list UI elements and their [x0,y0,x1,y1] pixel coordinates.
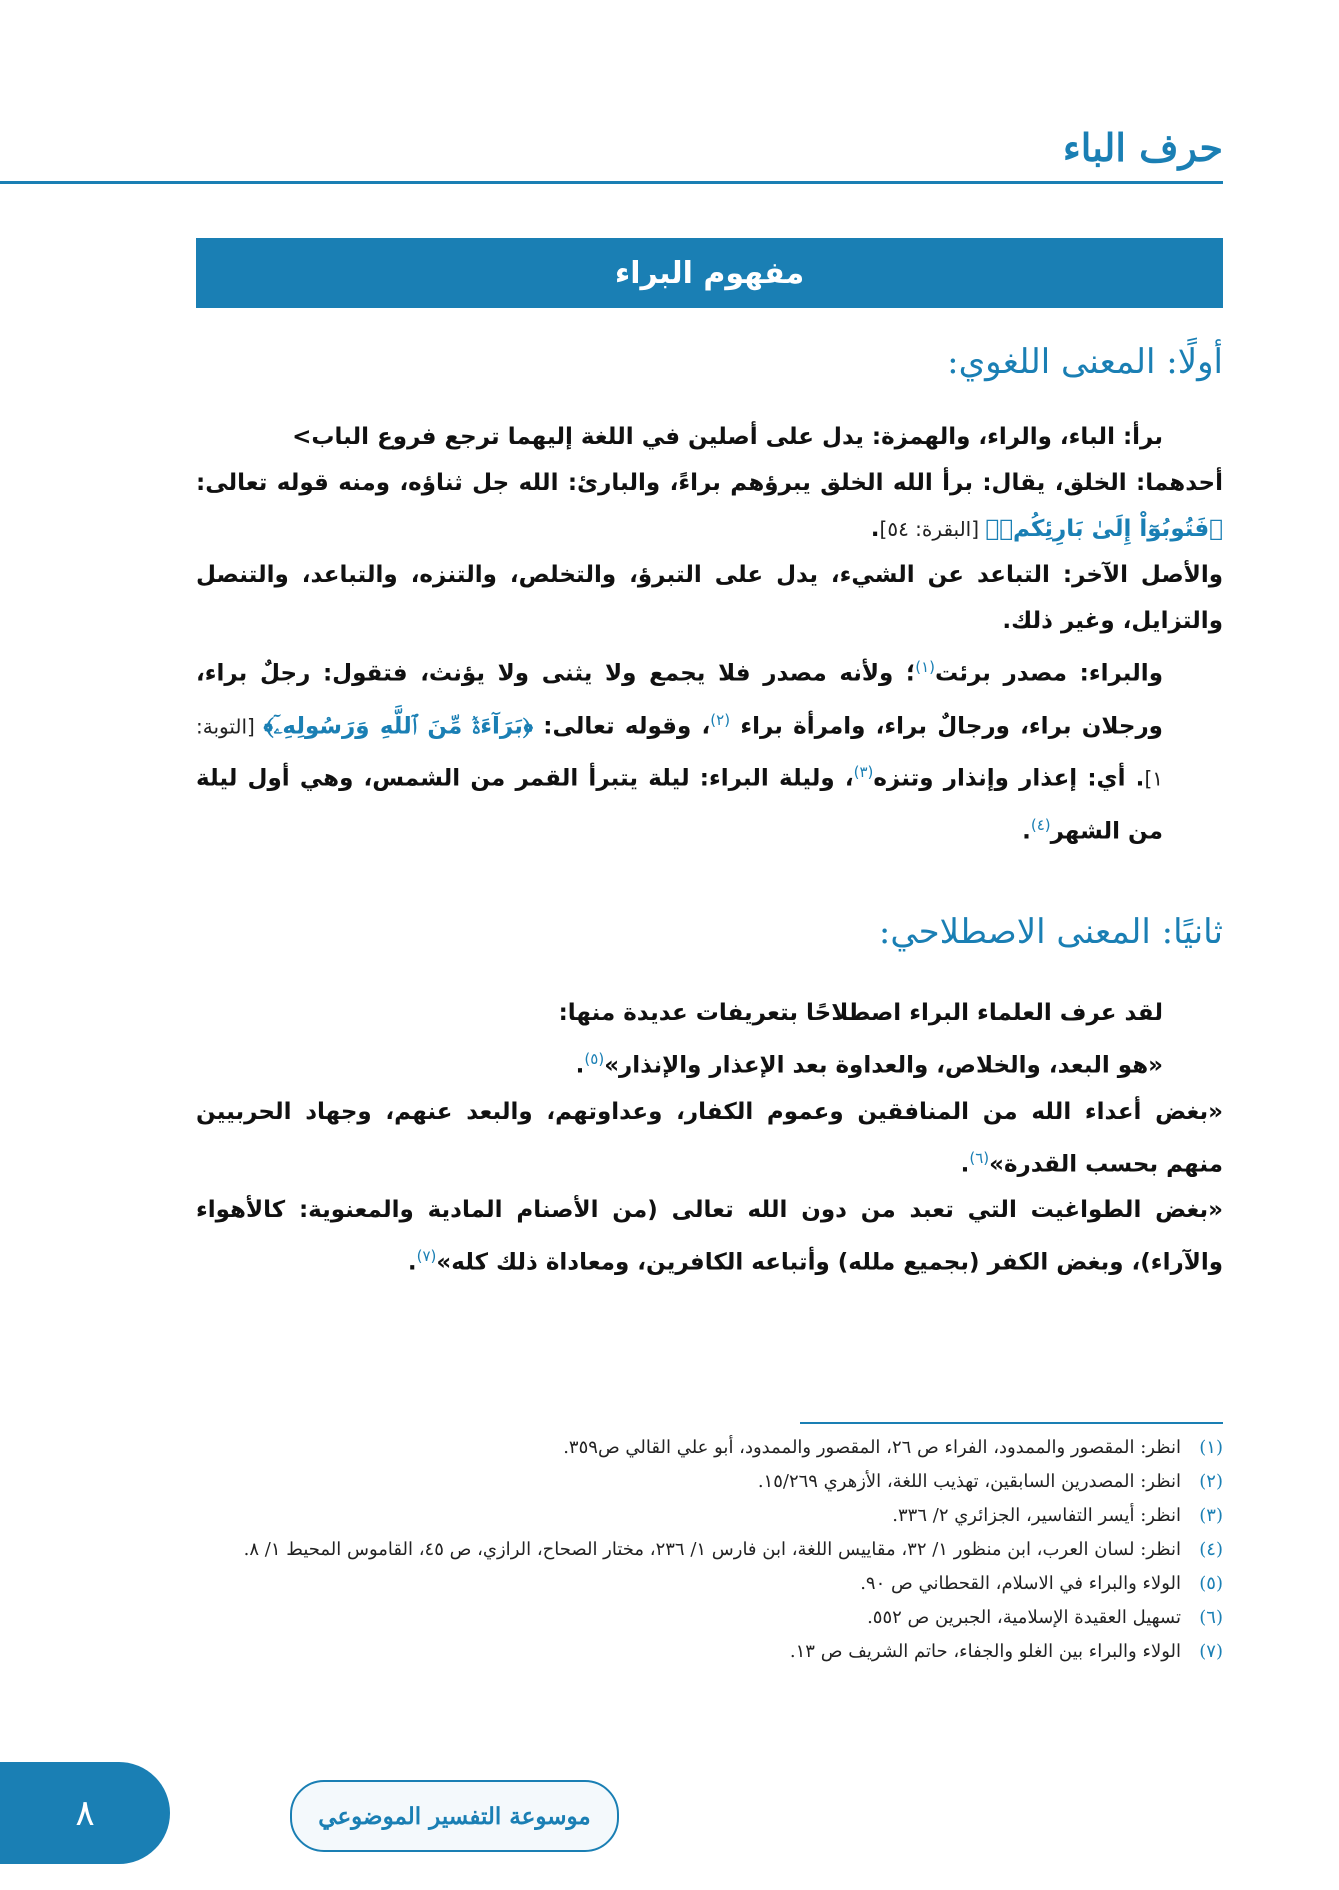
footnote-item [196,1465,1223,1499]
text-span: . [407,1249,417,1276]
footnote-item [196,1601,1223,1635]
page-number: ٨ [75,1792,95,1834]
footnote-text: الولاء والبراء في الاسلام، القحطاني ص ٩٠. [860,1573,1181,1594]
linguistic-body [196,414,1223,855]
footnote-text: انظر: المصدرين السابقين، تهذيب اللغة، الأزهري ١٥/٢٦٩. [757,1471,1181,1492]
footnote-ref[interactable]: (٧) [416,1247,437,1266]
paragraph: برأ: الباء، والراء، والهمزة: يدل على أصلين في اللغة إليهما ترجع فروع الباب> [292,424,1163,450]
footnote-number: (٧) [1199,1641,1223,1662]
footnote-ref[interactable]: (٤) [1030,815,1051,834]
section-banner [196,238,1223,308]
footnote-number: (٣) [1199,1505,1223,1526]
encyclopedia-logo [290,1780,619,1852]
paragraph [196,460,1223,552]
quran-verse: ﴿فَتُوبُوٓاْ إِلَىٰ بَارِئِكُمۡ﴾ [985,516,1223,542]
logo-text: موسوعة التفسير الموضوعي [318,1802,591,1830]
footnotes-list [196,1431,1223,1669]
text-span: «بغض أعداء الله من المنافقين وعموم الكفار، وعداوتهم، والبعد عنهم، وجهاد الحربيين منهم بحسب القدرة» [196,1098,1223,1178]
footnote-ref[interactable]: (٥) [584,1050,605,1068]
verse-reference: [التوبة: ١] [196,714,1163,791]
footnote-divider [800,1422,1223,1424]
verse-reference: [البقرة: ٥٤] [879,517,986,541]
footnote-item [196,1499,1223,1533]
page-number-tab [0,1762,170,1864]
footnote-number: (٥) [1199,1573,1223,1594]
footnote-text: انظر: المقصور والممدود، الفراء ص ٢٦، المقصور والممدود، أبو علي القالي ص٣٥٩. [563,1437,1181,1458]
quran-verse: ﴿بَرَآءَةٞ مِّنَ ٱللَّهِ وَرَسُولِهِۦٓ﴾ [263,713,534,740]
footnote-number: (١) [1199,1437,1223,1458]
banner-title: مفهوم البراء [614,255,805,291]
section-heading-linguistic: أولًا: المعنى اللغوي: [947,342,1223,382]
footnote-ref[interactable]: (٢) [710,710,731,729]
footnote-number: (٦) [1199,1607,1223,1628]
text-span: . أي: إعذار وإنذار وتنزه [873,765,1145,792]
text-span: والبراء: مصدر برئت [934,660,1163,687]
text-span: . [960,1151,970,1178]
text-span: ، وقوله تعالى: [533,713,711,740]
text-span: «بغض الطواغيت التي تعبد من دون الله تعالى (من الأصنام المادية والمعنوية: كالأهواء والآراء)، وبغض الكفر (بجميع ملله) وأتباعه الكافرين، ومعاداة ذلك كله» [196,1197,1223,1276]
technical-body [196,990,1223,1286]
chapter-title: حرف الباء [1062,125,1223,170]
text-span: ، وليلة البراء: ليلة يتبرأ القمر من الشمس، وهي أول ليلة من الشهر [196,765,1163,845]
footnote-number: (٤) [1199,1539,1223,1560]
paragraph: والأصل الآخر: التباعد عن الشيء، يدل على التبرؤ، والتخلص، والتنزه، والتباعد، والتنصل والتزايل، وغير ذلك. [196,562,1223,634]
footnote-ref[interactable]: (١) [915,658,935,676]
footnote-item [196,1533,1223,1567]
footnote-item [196,1567,1223,1601]
paragraph [196,1089,1223,1188]
text-span: «هو البعد، والخلاص، والعداوة بعد الإعذار والإنذار» [604,1052,1163,1079]
text-span: أحدهما: الخلق، يقال: برأ الله الخلق يبرؤهم براءً، والبارئ: الله جل ثناؤه، ومنه قوله تعالى: [196,470,1223,496]
footnote-text: انظر: لسان العرب، ابن منظور ١/ ٣٢، مقاييس اللغة، ابن فارس ١/ ٢٣٦، مختار الصحاح، الرازي، ص ٤٥، القاموس المحيط ١/ ٨. [243,1539,1181,1560]
footnote-text: تسهيل العقيدة الإسلامية، الجبرين ص ٥٥٢. [867,1607,1181,1628]
footnote-ref[interactable]: (٦) [969,1148,990,1167]
footnote-number: (٢) [1199,1471,1223,1492]
footnote-text: انظر: أيسر التفاسير، الجزائري ٢/ ٣٣٦. [892,1505,1181,1526]
section-heading-technical: ثانيًا: المعنى الاصطلاحي: [878,912,1223,952]
text-span: ؛ ولأنه مصدر فلا يجمع ولا يثنى ولا يؤنث، فتقول: رجلٌ براء، ورجلان براء، ورجالٌ براء، وامرأة براء [196,660,1163,740]
footnote-ref[interactable]: (٣) [853,763,874,782]
footnote-text: الولاء والبراء بين الغلو والجفاء، حاتم الشريف ص ١٣. [789,1641,1181,1662]
paragraph [196,1187,1223,1286]
paragraph [196,1036,1223,1089]
footnote-item [196,1635,1223,1669]
paragraph [196,644,1223,855]
text-span: . [575,1052,585,1079]
text-span: . [1022,818,1031,845]
text-span: . [870,516,880,542]
header-divider [0,181,1223,184]
paragraph: لقد عرف العلماء البراء اصطلاحًا بتعريفات عديدة منها: [558,1000,1163,1026]
footnote-item [196,1431,1223,1465]
